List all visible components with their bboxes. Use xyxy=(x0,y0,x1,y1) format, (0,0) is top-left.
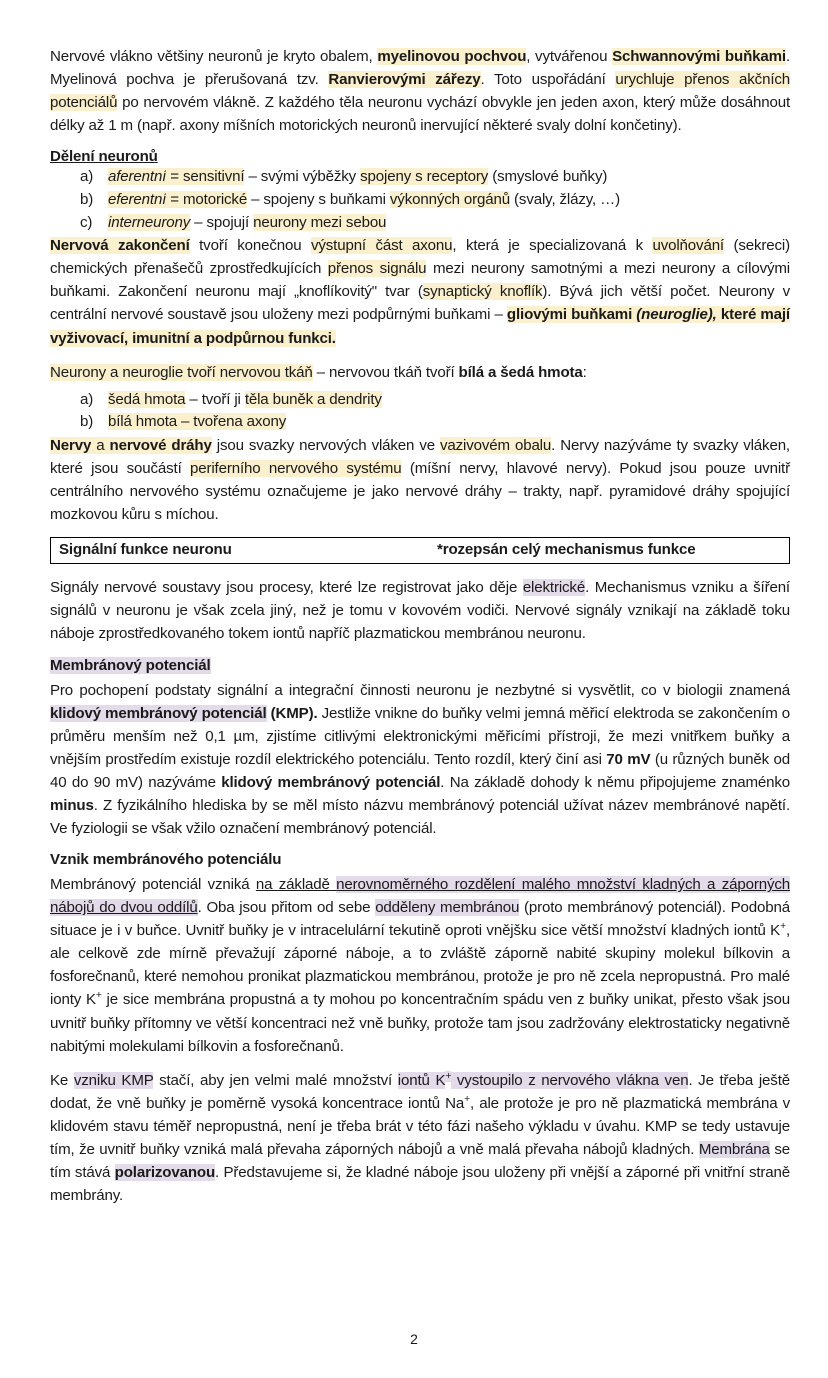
neuroglie-lead-end: : xyxy=(582,363,587,381)
pochopeni-hl-kmp-term: klidový membránový potenciál xyxy=(50,704,267,722)
item-b-term: eferentní xyxy=(108,190,167,208)
vznik-t5: je sice membrána propustná a ty mohou po koncentračním spádu ven z buňky unikat, přesto však jsou uvnitř buňky přítomny ve větší koncentraci než vně buňky, protože tam jsou zadržovány elektrostaticky negativně nabitými molekulami bílkovin a fosforečnanů. xyxy=(50,991,791,1055)
zakonceni-hl-uvolnovani: uvolňování xyxy=(652,237,724,255)
section-banner-box xyxy=(50,537,790,564)
nervy-t1: jsou svazky nervových vláken ve xyxy=(211,436,440,454)
paragraph-neurony-neuroglie xyxy=(50,361,790,384)
intro-highlight-schwannovymi-bunkami: Schwannovými buňkami xyxy=(612,48,786,65)
pochopeni-t3: (u různých buněk od 40 do 90 mV) nazýváme xyxy=(50,750,790,791)
item-a-end: (smyslové buňky) xyxy=(488,168,608,186)
page-content xyxy=(50,45,790,1218)
zakonceni-hl-prenos-signalu: přenos signálu xyxy=(327,260,427,278)
heading-membranovy-potencial-text: Membránový potenciál xyxy=(50,656,211,674)
pochopeni-t1: Pro pochopení podstaty signální a integrační činnosti neuronu je nezbytné si vysvětlit, co v biologii znamená xyxy=(50,681,790,699)
kmp-t5: se tím stává xyxy=(50,1140,790,1182)
nervy-hl-vazivovem-obalu: vazivovém obalu xyxy=(439,436,552,454)
banner-note-right: *rozepsán celý mechanismus funkce xyxy=(437,541,696,559)
zakonceni-hl-gliovymi-bunkami: gliovými buňkami xyxy=(506,306,637,324)
item-a-highlight: spojeny s receptory xyxy=(360,168,489,186)
nervy-t3: (míšní nervy, hlavové nervy). Pokud jsou pouze uvnitř centrálního nervového systému označujeme je jako nervové dráhy – trakty, např. pyramidové dráhy spojující mozkovou kůru s míchou. xyxy=(50,460,790,524)
pochopeni-t2: Jestliže vnikne do buňky velmi jemná měřicí elektroda se zakončením o průměru menším než 0,1 µm, zjistíme citlivými elektronickými měřicími přístroji, že mezi vnitřkem buňky a vnějším prostředím existuje rozdíl elektrického potenciálu. Tento rozdíl, který činí asi xyxy=(50,704,790,768)
kmp-superscript-plus-1: + xyxy=(445,1070,452,1082)
item-a-mid: – svými výběžky xyxy=(244,168,361,186)
pochopeni-t5: . Z fyzikálního hlediska by se měl místo názvu membránový potenciál užívat název membránové napětí. Ve fyziologii se však vžilo označení membránový potenciál. xyxy=(50,796,790,837)
heading-membranovy-potencial xyxy=(50,657,790,674)
item-a-equals: = sensitivní xyxy=(166,168,245,186)
list-item xyxy=(50,411,790,434)
paragraph-signaly xyxy=(50,576,790,645)
kmp-t1: Ke xyxy=(50,1071,74,1089)
vznik-hl-oddeleny-membranou: odděleny membránou xyxy=(375,899,520,917)
kmp-hl-polarizovanou: polarizovanou xyxy=(114,1164,216,1182)
kmp-t4: , ale protože je pro ně plazmatická membrána v klidovém stavu téměř nepropustná, není je třeba brát v této fázi našeho výkladu v úvahu. KMP se tedy ustavuje tím, že uvnitř buňky vzniká malá převaha záporných nábojů a vně malá převaha nábojů kladných. xyxy=(50,1094,790,1158)
item-c-mid: – spojují xyxy=(190,213,254,231)
zakonceni-t5: ). Bývá jich větší počet. Neurony v centrální nervové soustavě jsou uloženy mezi podpůrnými buňkami – xyxy=(50,283,790,324)
list-marker-b: b) xyxy=(80,190,94,208)
paragraph-nervy-drahy xyxy=(50,434,790,526)
intro-highlight-ranvierovymi-zarezy: Ranvierovými zářezy xyxy=(328,71,481,89)
zakonceni-t4: mezi neurony samotnými a mezi neurony a cílovými buňkami. Zakončení neuronu mají „knoflíkovitý" tvar ( xyxy=(50,260,791,301)
paragraph-pochopeni xyxy=(50,679,790,841)
vznik-underline-lead: na základě xyxy=(255,876,337,894)
list-marker-a: a) xyxy=(80,168,94,186)
kmp-superscript-plus-2: + xyxy=(464,1093,470,1105)
nervy-hl-perifernino-systemu: periferního nervového systému xyxy=(189,460,402,478)
bila-hmota-term: bílá hmota – tvořena xyxy=(108,413,247,431)
seda-hmota-term: šedá hmota xyxy=(108,390,186,408)
paragraph-kmp xyxy=(50,1069,790,1207)
vznik-superscript-plus-2: + xyxy=(95,990,102,1002)
nervy-lead-a: a xyxy=(91,436,110,454)
heading-deleni-neuronu: Dělení neuronů xyxy=(50,148,158,166)
pochopeni-kmp-abbr: (KMP). xyxy=(266,704,318,722)
item-a-term: aferentní xyxy=(108,168,167,186)
neuroglie-lead-bold: bílá a šedá hmota xyxy=(458,363,583,381)
list-item xyxy=(50,189,790,212)
heading-vznik-membranoveho-potencialu: Vznik membránového potenciálu xyxy=(50,851,282,869)
intro-text-4: . Toto uspořádání xyxy=(480,71,616,89)
kmp-t2: stačí, aby jen velmi malé množství xyxy=(153,1071,398,1089)
item-b-mid: – spojeny s buňkami xyxy=(247,190,390,208)
zakonceni-t1: tvoří konečnou xyxy=(189,237,311,255)
vznik-t3: (proto membránový potenciál). Podobná situace je i v buňce. Uvnitř buňky je v intracelulární tekutině oproti vnějšku sice větší množství kladných iontů K xyxy=(50,899,790,940)
vznik-superscript-plus-1: + xyxy=(780,921,786,933)
neuroglie-lead-highlight: Neurony a neuroglie tvoří nervovou tkáň xyxy=(50,363,313,381)
bila-hmota-highlight: axony xyxy=(246,413,287,431)
pochopeni-bold-minus: minus xyxy=(50,796,94,814)
kmp-t6: . Představujeme si, že kladné náboje jsou uloženy při vnější a záporné při vnitřní straně membrány. xyxy=(50,1164,790,1205)
intro-text-3: . Myelinová pochva je přerušovaná tzv. xyxy=(50,48,790,89)
zakonceni-t3: (sekreci) chemických přenašečů zprostředkujících xyxy=(50,237,790,278)
intro-text-1: Nervové vlákno většiny neuronů je kryto obalem, xyxy=(50,48,378,65)
intro-text-5: po nervovém vlákně. Z každého těla neuronu vychází obvykle jen jeden axon, který může dosáhnout délky až 1 m (např. axony míšních motorických neuronů inervující některé svaly dolní končetiny). xyxy=(50,94,790,135)
vznik-t2: . Oba jsou přitom od sebe xyxy=(197,899,376,917)
item-b-equals: = motorické xyxy=(166,190,248,208)
pochopeni-t4: . Na základě dohody k němu připojujeme znaménko xyxy=(440,773,790,791)
nervy-t2: . Nervy nazýváme ty svazky vláken, které jsou součástí xyxy=(50,436,790,478)
paragraph-nervova-zakonceni xyxy=(50,234,790,349)
neuroglie-lead-mid: – nervovou tkáň tvoří xyxy=(312,363,459,381)
pochopeni-bold-kmp-full: klidový membránový potenciál xyxy=(221,773,441,791)
list-marker-c: c) xyxy=(80,213,93,231)
seda-hmota-highlight: těla buněk a dendrity xyxy=(244,390,382,408)
kmp-t3: . Je třeba ještě dodat, že vně buňky je poměrně vysoká koncentrace iontů Na xyxy=(50,1071,790,1112)
paragraph-vznik xyxy=(50,873,790,1058)
signaly-t1: Signály nervové soustavy jsou procesy, které lze registrovat jako děje xyxy=(50,579,523,597)
list-deleni-neuronu xyxy=(50,166,790,234)
nervy-lead-drahy: nervové dráhy xyxy=(109,436,212,454)
pochopeni-bold-70mv: 70 mV xyxy=(606,750,651,768)
item-c-highlight: neurony mezi sebou xyxy=(253,213,387,231)
intro-text-2: , vytvářenou xyxy=(526,48,613,65)
item-c-term: interneurony xyxy=(108,213,191,231)
banner-title-left: Signální funkce neuronu xyxy=(59,541,232,559)
item-b-highlight: výkonných orgánů xyxy=(389,190,511,208)
vznik-t4: , ale celkově zde mírně převažují záporné náboje, a to zvláště záporně nabité skupiny molekul bílkovin a fosforečnanů, které nemohou pronikat plazmatickou membránou, protože je pro ně zcela nepropustná. Pro malé ionty K xyxy=(50,922,790,1009)
zakonceni-t2: , která je specializovaná k xyxy=(452,237,653,255)
vznik-underline-highlight: nerovnoměrného rozdělení malého množství kladných a záporných nábojů do dvou oddílů xyxy=(50,876,790,917)
kmp-hl-membrana: Membrána xyxy=(698,1140,770,1158)
zakonceni-lead: Nervová zakončení xyxy=(50,237,190,255)
paragraph-intro xyxy=(50,45,790,137)
list-marker-a: a) xyxy=(80,390,94,408)
intro-highlight-urychluje-prenos: urychluje přenos akčních potenciálů xyxy=(50,71,790,112)
item-b-end: (svaly, žlázy, …) xyxy=(510,190,620,208)
signaly-hl-elektricke: elektrické xyxy=(522,579,586,597)
kmp-hl-vystoupilo: vystoupilo z nervového vlákna ven xyxy=(451,1071,689,1089)
page-number: 2 xyxy=(410,1331,418,1347)
list-item xyxy=(50,166,790,189)
zakonceni-hl-vystupni-cast: výstupní část axonu xyxy=(310,237,453,255)
list-item xyxy=(50,389,790,412)
kmp-hl-ionty-k: iontů K xyxy=(397,1071,446,1089)
zakonceni-hl-funkci: které mají vyživovací, imunitní a podpůrnou funkci. xyxy=(50,306,790,347)
zakonceni-hl-synapticky-knoflik: synaptický knoflík xyxy=(422,283,543,301)
kmp-hl-vzniku-kmp: vzniku KMP xyxy=(73,1071,154,1089)
vznik-t1: Membránový potenciál vzniká xyxy=(50,876,256,894)
nervy-lead-bold: Nervy xyxy=(50,436,92,454)
list-hmota xyxy=(50,389,790,434)
list-item xyxy=(50,212,790,235)
zakonceni-hl-neuroglie: (neuroglie), xyxy=(636,306,717,324)
intro-highlight-myelinova-pochva: myelinovou pochvou xyxy=(377,48,527,65)
list-marker-b: b) xyxy=(80,413,94,431)
seda-hmota-mid: – tvoří ji xyxy=(185,390,245,408)
signaly-t2: . Mechanismus vzniku a šíření signálů v neuronu je však zcela jiný, než je tomu v kovovém vodiči. Nervové signály vznikají na základě toku náboje zprostředkovaného tokem iontů napříč plazmatickou membránou neuronu. xyxy=(50,579,790,643)
